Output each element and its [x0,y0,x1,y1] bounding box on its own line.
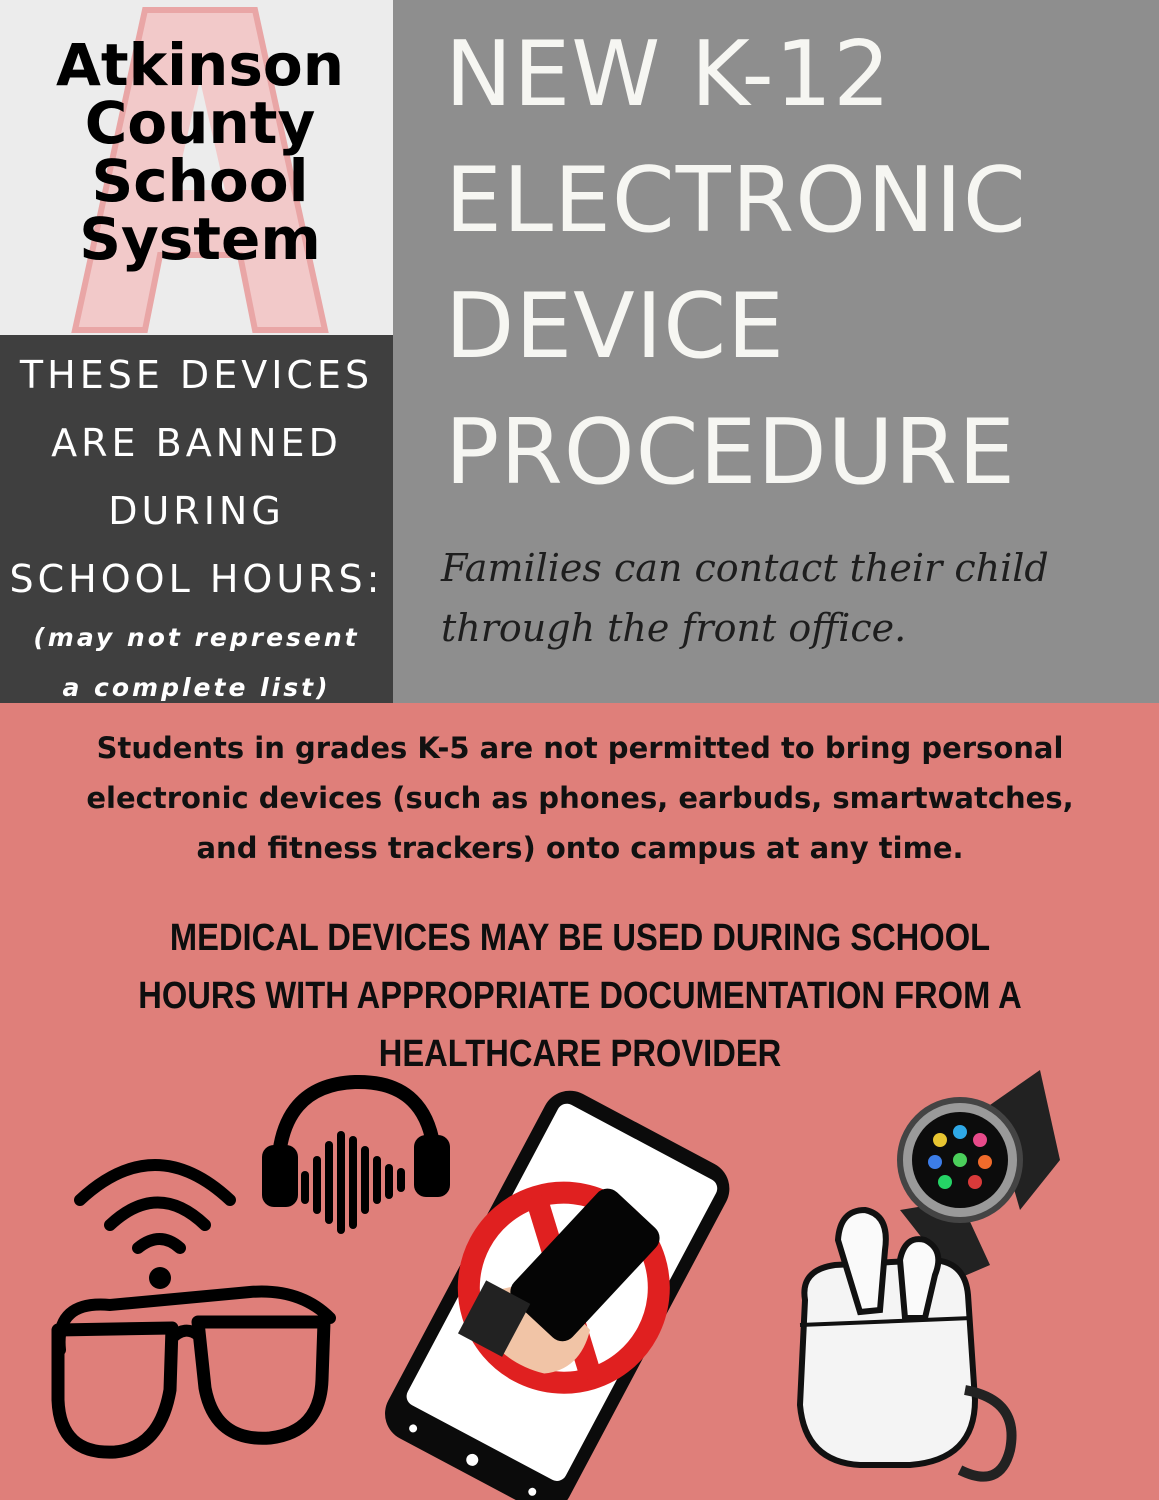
banned-line: ARE BANNED [51,421,342,465]
banned-note-line: a complete list) [62,673,331,702]
k5-policy-line: and fitness trackers) onto campus at any time. [196,831,964,865]
smart-glasses-icon [58,1165,330,1452]
title-line: NEW K-12 [445,22,892,127]
logo-panel [0,0,393,335]
banned-line: THESE DEVICES [19,353,374,397]
title-line: ELECTRONIC [445,148,1027,253]
k5-policy-text [30,723,1130,873]
banned-line: SCHOOL HOURS: [9,557,384,601]
medical-notice-line: HEALTHCARE PROVIDER [378,1033,782,1075]
families-note-line: Families can contact their child [441,546,1049,590]
medical-notice-line: HOURS WITH APPROPRIATE DOCUMENTATION FROM A [138,975,1022,1017]
school-name [0,31,393,273]
device-illustrations [0,1060,1159,1500]
banned-devices-panel [0,335,393,703]
banned-line: DURING [108,489,285,533]
page-title [445,12,1027,516]
headphones-icon [262,1082,450,1230]
banned-note-line: (may not represent [33,623,360,652]
school-name-line: System [79,205,321,273]
medical-devices-notice [98,909,1061,1083]
k5-policy-line: electronic devices (such as phones, earbuds, smartwatches, [86,781,1074,815]
heading-panel [393,0,1159,703]
medical-notice-line: MEDICAL DEVICES MAY BE USED DURING SCHOOL [169,917,991,959]
families-note [441,538,1049,658]
school-name-line: County [84,89,316,157]
school-name-line: Atkinson [55,31,345,99]
title-line: DEVICE [445,274,785,379]
title-line: PROCEDURE [445,400,1016,505]
k5-policy-line: Students in grades K-5 are not permitted to bring personal [96,731,1064,765]
families-note-line: through the front office. [441,606,907,650]
school-name-line: School [91,147,309,215]
